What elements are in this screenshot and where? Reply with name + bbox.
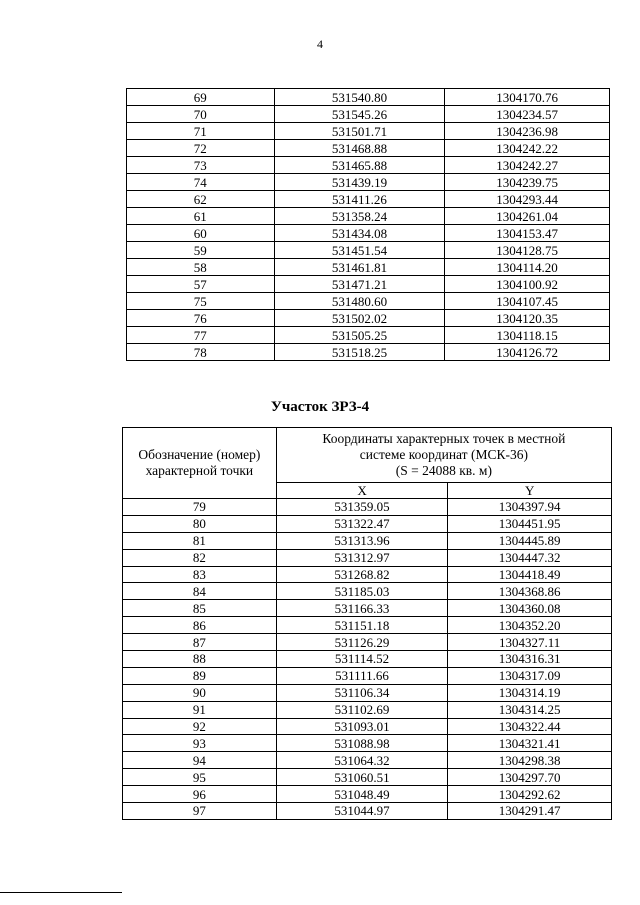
y-coordinate-cell: 1304451.95: [448, 515, 612, 532]
coordinates-table-zrz4-body: [123, 499, 612, 820]
x-coordinate-cell: 531545.26: [274, 106, 445, 123]
y-coordinate-cell: 1304120.35: [445, 310, 610, 327]
x-coordinate-cell: 531434.08: [274, 225, 445, 242]
table-row: [127, 276, 610, 293]
x-coordinate-cell: 531518.25: [274, 344, 445, 361]
table-row: [123, 634, 612, 651]
x-coordinate-cell: 531359.05: [276, 499, 448, 516]
x-coordinate-cell: 531088.98: [276, 735, 448, 752]
x-coordinate-cell: 531048.49: [276, 786, 448, 803]
table-row: [127, 157, 610, 174]
x-coordinate-cell: 531501.71: [274, 123, 445, 140]
point-number-cell: 83: [123, 566, 277, 583]
header-point-designation: Обозначение (номер) характерной точки: [123, 428, 277, 499]
y-coordinate-cell: 1304107.45: [445, 293, 610, 310]
y-coordinate-cell: 1304447.32: [448, 549, 612, 566]
header-coordinates-line1: Координаты характерных точек в местной: [322, 431, 566, 446]
y-coordinate-cell: 1304170.76: [445, 89, 610, 106]
x-coordinate-cell: 531151.18: [276, 617, 448, 634]
header-y: Y: [448, 483, 612, 499]
table-row: [127, 344, 610, 361]
x-coordinate-cell: 531322.47: [276, 515, 448, 532]
table-row: [123, 651, 612, 668]
x-coordinate-cell: 531102.69: [276, 701, 448, 718]
y-coordinate-cell: 1304291.47: [448, 803, 612, 820]
y-coordinate-cell: 1304239.75: [445, 174, 610, 191]
page-number: 4: [317, 37, 323, 51]
footnote-separator: [0, 892, 122, 893]
header-coordinates-line3: (S = 24088 кв. м): [395, 463, 492, 478]
point-number-cell: 91: [123, 701, 277, 718]
table-row: [123, 499, 612, 516]
y-coordinate-cell: 1304114.20: [445, 259, 610, 276]
y-coordinate-cell: 1304297.70: [448, 769, 612, 786]
x-coordinate-cell: 531439.19: [274, 174, 445, 191]
x-coordinate-cell: 531106.34: [276, 684, 448, 701]
y-coordinate-cell: 1304153.47: [445, 225, 610, 242]
x-coordinate-cell: 531468.88: [274, 140, 445, 157]
y-coordinate-cell: 1304327.11: [448, 634, 612, 651]
point-number-cell: 75: [127, 293, 275, 310]
table-row: [123, 515, 612, 532]
x-coordinate-cell: 531313.96: [276, 532, 448, 549]
point-number-cell: 93: [123, 735, 277, 752]
table-row: [123, 684, 612, 701]
point-number-cell: 79: [123, 499, 277, 516]
point-number-cell: 57: [127, 276, 275, 293]
header-coordinates: [276, 428, 611, 483]
point-number-cell: 90: [123, 684, 277, 701]
table-row: [127, 89, 610, 106]
header-x: X: [276, 483, 448, 499]
table-row: [127, 259, 610, 276]
point-number-cell: 81: [123, 532, 277, 549]
point-number-cell: 72: [127, 140, 275, 157]
table-row: [123, 549, 612, 566]
section-title: Участок ЗРЗ-4: [270, 399, 370, 415]
table-row: [127, 123, 610, 140]
point-number-cell: 89: [123, 667, 277, 684]
header-coordinates-line2: системе координат (МСК-36): [359, 447, 528, 462]
y-coordinate-cell: 1304321.41: [448, 735, 612, 752]
y-coordinate-cell: 1304418.49: [448, 566, 612, 583]
point-number-cell: 92: [123, 718, 277, 735]
point-number-cell: 70: [127, 106, 275, 123]
y-coordinate-cell: 1304314.25: [448, 701, 612, 718]
x-coordinate-cell: 531411.26: [274, 191, 445, 208]
x-coordinate-cell: 531126.29: [276, 634, 448, 651]
coordinates-table-continued: [126, 88, 610, 361]
point-number-cell: 62: [127, 191, 275, 208]
table-row: [123, 786, 612, 803]
y-coordinate-cell: 1304118.15: [445, 327, 610, 344]
y-coordinate-cell: 1304360.08: [448, 600, 612, 617]
table-row: [127, 293, 610, 310]
y-coordinate-cell: 1304316.31: [448, 651, 612, 668]
point-number-cell: 76: [127, 310, 275, 327]
y-coordinate-cell: 1304261.04: [445, 208, 610, 225]
y-coordinate-cell: 1304445.89: [448, 532, 612, 549]
table-row: [123, 718, 612, 735]
y-coordinate-cell: 1304317.09: [448, 667, 612, 684]
x-coordinate-cell: 531502.02: [274, 310, 445, 327]
y-coordinate-cell: 1304242.27: [445, 157, 610, 174]
x-coordinate-cell: 531505.25: [274, 327, 445, 344]
x-coordinate-cell: 531111.66: [276, 667, 448, 684]
x-coordinate-cell: 531114.52: [276, 651, 448, 668]
x-coordinate-cell: 531358.24: [274, 208, 445, 225]
y-coordinate-cell: 1304352.20: [448, 617, 612, 634]
y-coordinate-cell: 1304314.19: [448, 684, 612, 701]
point-number-cell: 61: [127, 208, 275, 225]
table-row: [127, 208, 610, 225]
point-number-cell: 85: [123, 600, 277, 617]
x-coordinate-cell: 531480.60: [274, 293, 445, 310]
table-row: [123, 769, 612, 786]
table-row: [127, 327, 610, 344]
x-coordinate-cell: 531060.51: [276, 769, 448, 786]
table-row: [127, 225, 610, 242]
x-coordinate-cell: 531451.54: [274, 242, 445, 259]
point-number-cell: 60: [127, 225, 275, 242]
point-number-cell: 74: [127, 174, 275, 191]
point-number-cell: 84: [123, 583, 277, 600]
point-number-cell: 73: [127, 157, 275, 174]
x-coordinate-cell: 531064.32: [276, 752, 448, 769]
table-row: [123, 803, 612, 820]
y-coordinate-cell: 1304236.98: [445, 123, 610, 140]
point-number-cell: 97: [123, 803, 277, 820]
y-coordinate-cell: 1304397.94: [448, 499, 612, 516]
point-number-cell: 95: [123, 769, 277, 786]
y-coordinate-cell: 1304293.44: [445, 191, 610, 208]
table-row: [123, 600, 612, 617]
point-number-cell: 69: [127, 89, 275, 106]
point-number-cell: 86: [123, 617, 277, 634]
x-coordinate-cell: 531312.97: [276, 549, 448, 566]
x-coordinate-cell: 531044.97: [276, 803, 448, 820]
table-header-row: [123, 428, 612, 483]
table-row: [127, 140, 610, 157]
table-row: [127, 191, 610, 208]
point-number-cell: 71: [127, 123, 275, 140]
y-coordinate-cell: 1304128.75: [445, 242, 610, 259]
point-number-cell: 96: [123, 786, 277, 803]
table-row: [123, 735, 612, 752]
table-row: [123, 583, 612, 600]
table-row: [123, 667, 612, 684]
point-number-cell: 94: [123, 752, 277, 769]
y-coordinate-cell: 1304298.38: [448, 752, 612, 769]
y-coordinate-cell: 1304322.44: [448, 718, 612, 735]
table-row: [123, 532, 612, 549]
point-number-cell: 88: [123, 651, 277, 668]
coordinates-table-continued-body: [127, 89, 610, 361]
table-row: [123, 701, 612, 718]
point-number-cell: 59: [127, 242, 275, 259]
x-coordinate-cell: 531268.82: [276, 566, 448, 583]
x-coordinate-cell: 531471.21: [274, 276, 445, 293]
y-coordinate-cell: 1304126.72: [445, 344, 610, 361]
table-row: [127, 174, 610, 191]
x-coordinate-cell: 531185.03: [276, 583, 448, 600]
point-number-cell: 78: [127, 344, 275, 361]
y-coordinate-cell: 1304234.57: [445, 106, 610, 123]
y-coordinate-cell: 1304368.86: [448, 583, 612, 600]
y-coordinate-cell: 1304242.22: [445, 140, 610, 157]
table-row: [123, 566, 612, 583]
y-coordinate-cell: 1304100.92: [445, 276, 610, 293]
table-row: [123, 752, 612, 769]
point-number-cell: 77: [127, 327, 275, 344]
x-coordinate-cell: 531540.80: [274, 89, 445, 106]
x-coordinate-cell: 531465.88: [274, 157, 445, 174]
coordinates-table-zrz4: [122, 427, 612, 820]
table-row: [123, 617, 612, 634]
point-number-cell: 80: [123, 515, 277, 532]
table-row: [127, 106, 610, 123]
point-number-cell: 82: [123, 549, 277, 566]
table-row: [127, 310, 610, 327]
x-coordinate-cell: 531166.33: [276, 600, 448, 617]
x-coordinate-cell: 531461.81: [274, 259, 445, 276]
point-number-cell: 87: [123, 634, 277, 651]
x-coordinate-cell: 531093.01: [276, 718, 448, 735]
point-number-cell: 58: [127, 259, 275, 276]
y-coordinate-cell: 1304292.62: [448, 786, 612, 803]
table-row: [127, 242, 610, 259]
